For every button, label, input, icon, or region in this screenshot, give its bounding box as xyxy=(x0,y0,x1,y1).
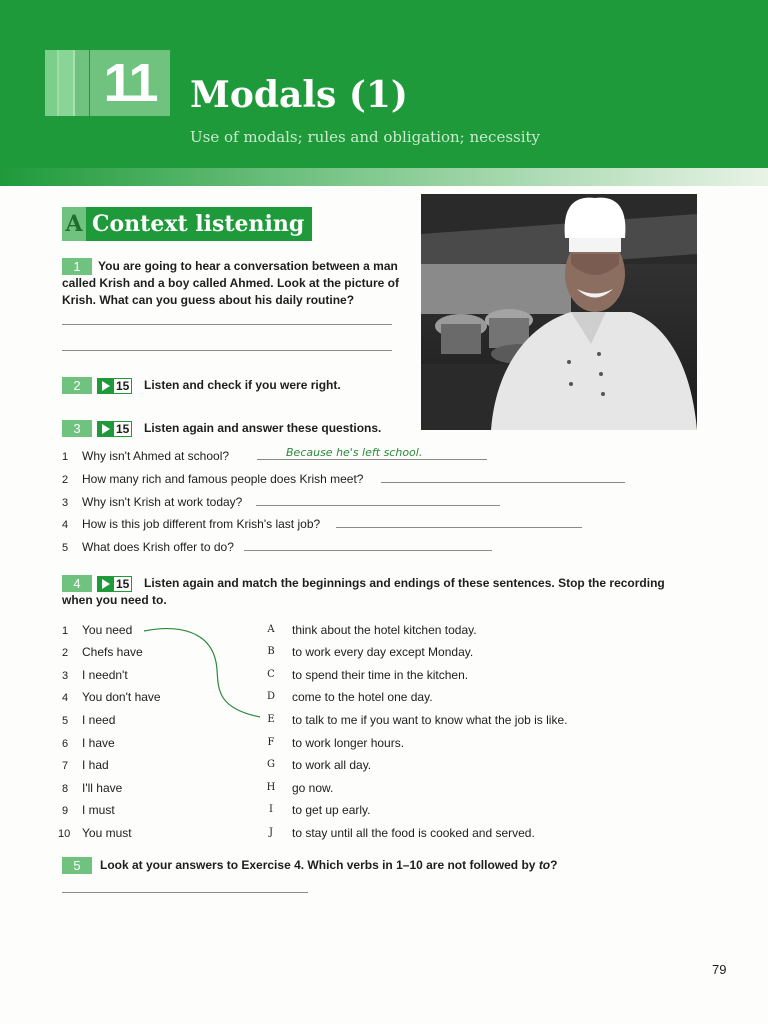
ending-text: to get up early. xyxy=(292,803,371,817)
beginning-item xyxy=(62,802,115,819)
example-match-line xyxy=(140,622,264,722)
exercise-2-number: 2 xyxy=(62,377,92,394)
item-number: 7 xyxy=(62,760,69,772)
chef-photo xyxy=(421,194,697,430)
unit-number: 11 xyxy=(90,50,170,116)
ending-text: go now. xyxy=(292,781,334,795)
question-row xyxy=(62,471,363,488)
item-number: 2 xyxy=(62,647,69,659)
item-text: You need xyxy=(82,623,133,637)
answer-line[interactable] xyxy=(336,527,582,528)
exercise-4-instruction: Listen again and match the beginnings and endings of these sentences. Stop the recording when you need to. xyxy=(62,576,665,607)
ending-letter: D xyxy=(266,691,276,702)
ending-text: to stay until all the food is cooked and served. xyxy=(292,826,535,840)
item-number: 5 xyxy=(62,715,69,727)
beginning-item xyxy=(62,780,122,797)
ending-letter: J xyxy=(268,827,273,838)
play-icon xyxy=(97,378,113,394)
exercise-3-number: 3 xyxy=(62,420,92,437)
item-text: I must xyxy=(82,803,115,817)
instruction-text-end: ? xyxy=(550,858,558,872)
beginning-item xyxy=(62,735,115,752)
question-text: Why isn't Ahmed at school? xyxy=(82,449,230,463)
ending-text: to work every day except Monday. xyxy=(292,645,474,659)
audio-track-number: 15 xyxy=(113,378,132,394)
audio-track-number: 15 xyxy=(113,421,132,437)
question-number: 5 xyxy=(62,542,69,554)
beginning-item xyxy=(62,644,143,661)
exercise-5-instruction xyxy=(100,857,557,874)
ending-letter: B xyxy=(267,646,275,657)
question-row xyxy=(62,516,320,533)
question-number: 3 xyxy=(62,497,69,509)
ending-letter: E xyxy=(267,714,275,725)
question-row xyxy=(62,448,229,465)
ending-text: to work longer hours. xyxy=(292,736,405,750)
instruction-text: Look at your answers to Exercise 4. Which verbs in 1–10 are not followed by xyxy=(100,858,539,872)
exercise-4-number: 4 xyxy=(62,575,92,592)
ending-letter: F xyxy=(267,737,275,748)
ending-letter: I xyxy=(269,804,273,815)
item-number: 3 xyxy=(62,670,69,682)
beginning-item xyxy=(62,667,128,684)
audio-track-number: 15 xyxy=(113,576,132,592)
item-text: Chefs have xyxy=(82,645,143,659)
audio-track-badge xyxy=(97,420,132,437)
question-row xyxy=(62,494,242,511)
section-title: Context listening xyxy=(92,211,305,237)
beginning-item xyxy=(62,622,132,639)
ending-letter: G xyxy=(267,759,275,770)
play-icon xyxy=(97,421,113,437)
answer-line[interactable] xyxy=(256,505,500,506)
unit-number-bars xyxy=(45,50,89,116)
section-heading xyxy=(62,207,312,241)
answer-line[interactable] xyxy=(257,459,487,460)
exercise-1-instruction: You are going to hear a conversation between a man called Krish and a boy called Ahmed. Look at the picture of Krish. What can you guess about his daily routine? xyxy=(62,259,399,307)
question-row xyxy=(62,539,234,556)
exercise-5-number: 5 xyxy=(62,857,92,874)
answer-line[interactable] xyxy=(244,550,492,551)
exercise-2-instruction: Listen and check if you were right. xyxy=(144,378,341,392)
beginning-item xyxy=(62,712,115,729)
answer-line[interactable] xyxy=(62,892,308,893)
item-text: I need xyxy=(82,713,116,727)
audio-track-badge xyxy=(97,377,132,394)
beginning-item xyxy=(62,757,109,774)
ending-text: come to the hotel one day. xyxy=(292,690,433,704)
exercise-3-instruction: Listen again and answer these questions. xyxy=(144,421,382,435)
item-number: 9 xyxy=(62,805,69,817)
unit-title: Modals (1) xyxy=(190,74,408,116)
unit-header xyxy=(0,0,768,172)
unit-subtitle: Use of modals; rules and obligation; necessity xyxy=(190,128,541,146)
ending-text: think about the hotel kitchen today. xyxy=(292,623,477,637)
answer-line[interactable] xyxy=(62,350,392,351)
item-text: You don't have xyxy=(82,690,161,704)
question-text: What does Krish offer to do? xyxy=(82,540,234,554)
item-number: 6 xyxy=(62,738,69,750)
question-text: How is this job different from Krish's last job? xyxy=(82,517,321,531)
ending-text: to talk to me if you want to know what the job is like. xyxy=(292,713,568,727)
item-text: You must xyxy=(82,826,132,840)
exercise-1-number: 1 xyxy=(62,258,92,275)
beginning-item xyxy=(58,825,132,842)
item-number: 1 xyxy=(62,625,69,637)
question-number: 2 xyxy=(62,474,69,486)
question-number: 1 xyxy=(62,451,69,463)
question-text: How many rich and famous people does Krish meet? xyxy=(82,472,364,486)
page-number: 79 xyxy=(712,962,727,977)
ending-letter: C xyxy=(267,669,275,680)
question-number: 4 xyxy=(62,519,69,531)
ending-text: to work all day. xyxy=(292,758,372,772)
item-number: 4 xyxy=(62,692,69,704)
handwritten-answer: Because he's left school. xyxy=(286,446,423,459)
item-text: I needn't xyxy=(82,668,128,682)
ending-text: to spend their time in the kitchen. xyxy=(292,668,469,682)
item-number: 8 xyxy=(62,783,69,795)
answer-line[interactable] xyxy=(62,324,392,325)
item-text: I had xyxy=(82,758,109,772)
item-number: 10 xyxy=(58,828,71,840)
item-text: I'll have xyxy=(82,781,123,795)
answer-line[interactable] xyxy=(381,482,625,483)
section-letter: A xyxy=(62,207,86,241)
instruction-emphasis: to xyxy=(538,858,551,872)
question-text: Why isn't Krish at work today? xyxy=(82,495,243,509)
item-text: I have xyxy=(82,736,115,750)
header-gradient-strip xyxy=(0,168,768,186)
ending-letter: H xyxy=(266,782,276,793)
ending-letter: A xyxy=(267,624,275,635)
